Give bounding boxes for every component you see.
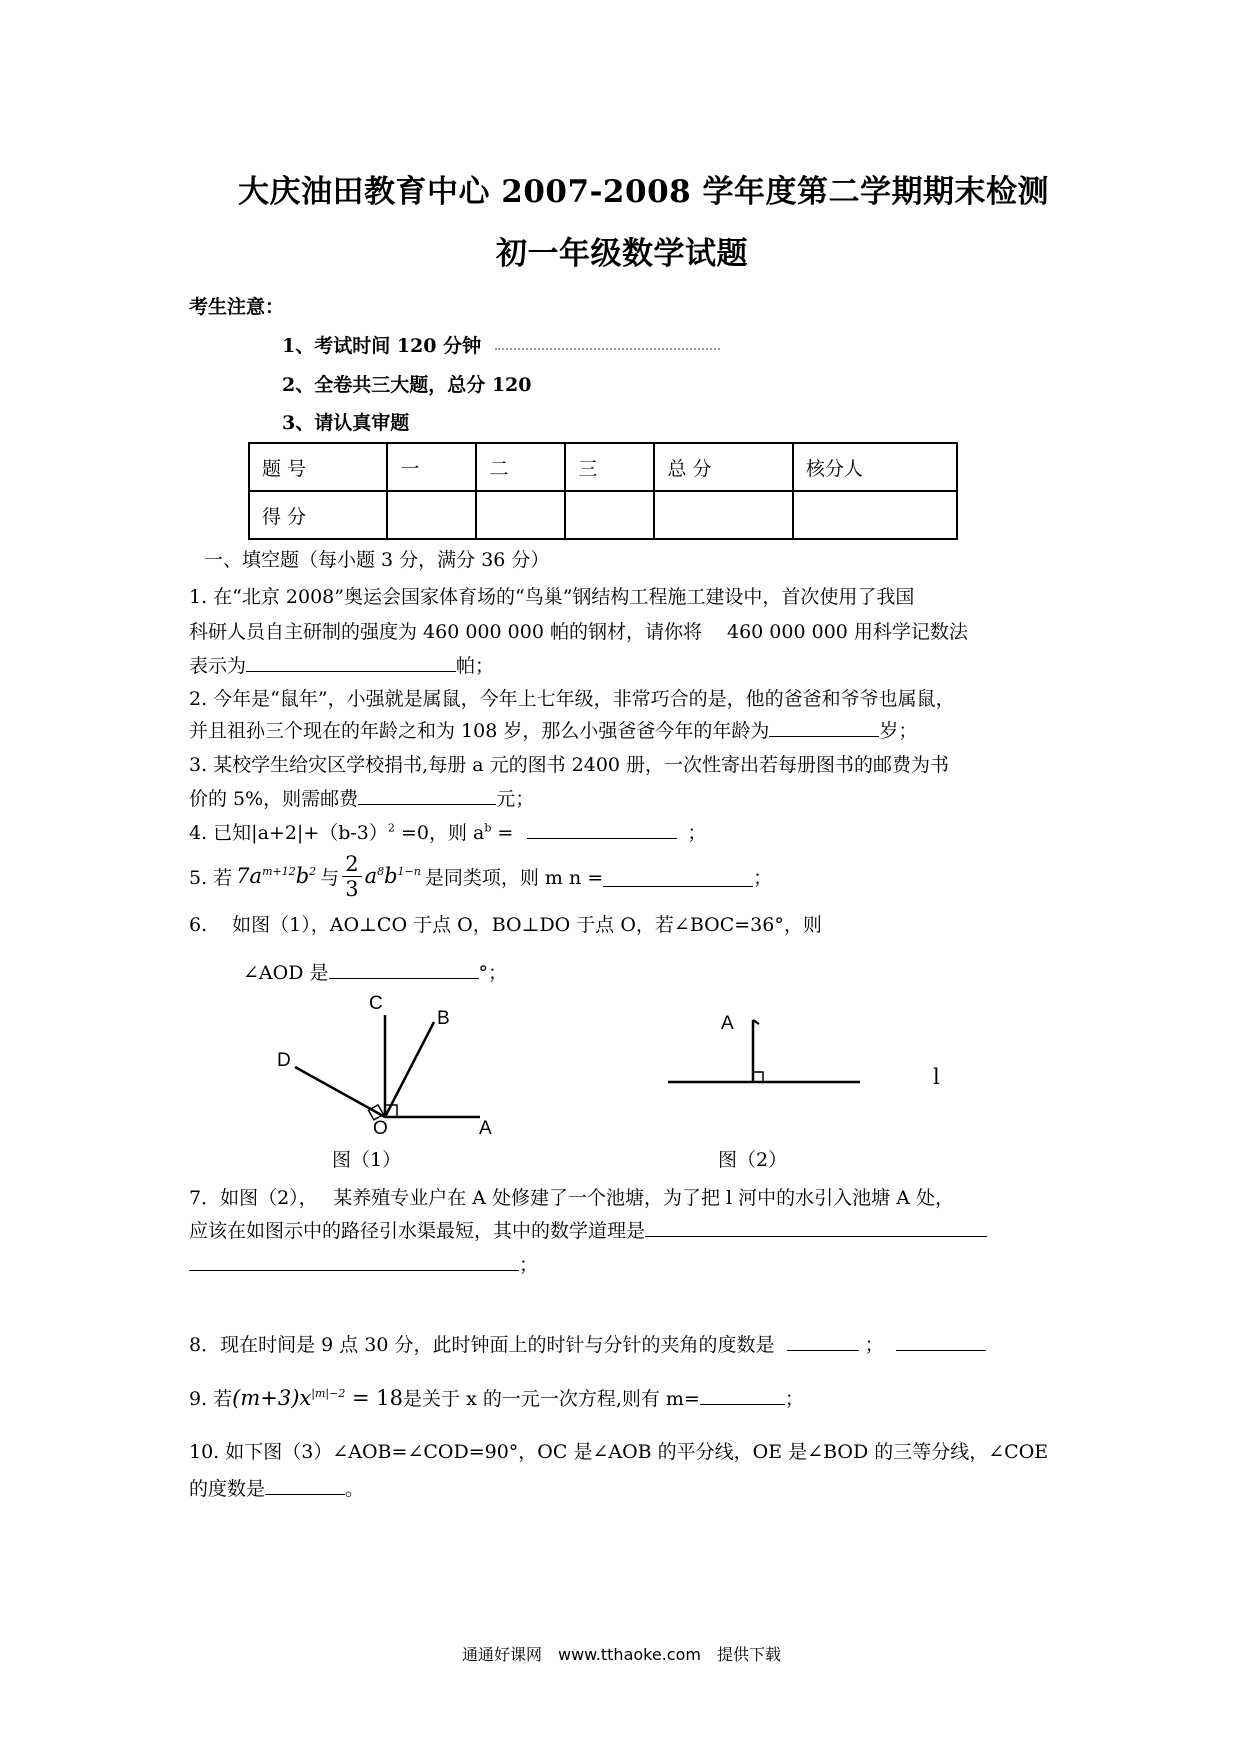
page-footer: 通通好课网 www.tthaoke.com 提供下载 [462, 1645, 781, 1664]
question-10-line-2 [189, 1474, 364, 1501]
score-cell[interactable] [565, 491, 654, 539]
question-text: 是关于 x 的一元一次方程,则有 m= [403, 1388, 700, 1410]
question-text: 并且祖孙三个现在的年龄之和为 108 岁，那么小强爸爸今年的年龄为 [189, 720, 770, 742]
question-text: 应该在如图示中的路径引水渠最短，其中的数学道理是 [189, 1220, 646, 1242]
answer-blank[interactable] [358, 784, 496, 805]
figure-1-label-o: O [373, 1118, 388, 1139]
question-7-line-2 [189, 1216, 987, 1243]
question-text: ； [519, 1254, 539, 1276]
figure-1-label-d: D [277, 1050, 291, 1071]
question-text: ； [784, 1388, 804, 1410]
question-text: °； [478, 962, 508, 984]
answer-blank[interactable] [769, 716, 879, 737]
question-2-line-2 [189, 716, 917, 743]
exponent: 2 [387, 821, 395, 835]
question-text: ； [753, 866, 773, 889]
exponent: b [484, 821, 492, 835]
answer-blank[interactable] [246, 651, 456, 672]
dotted-leader [495, 348, 720, 350]
fraction-numerator: 2 [342, 852, 361, 877]
question-5 [189, 848, 772, 904]
score-table-score-row [249, 491, 957, 539]
question-1-line-1: 1. 在“北京 2008”奥运会国家体育场的“鸟巢”钢结构工程施工建设中，首次使用了我国 [189, 586, 915, 608]
answer-blank[interactable] [896, 1330, 986, 1351]
math-term-2: $a^8b^{1-n}$ [364, 864, 421, 888]
question-text: 表示为 [189, 655, 247, 677]
score-table-header: 一 [387, 443, 476, 491]
score-table-header-row [249, 443, 957, 491]
question-text: 与 [320, 866, 340, 889]
question-3-line-1: 3. 某校学生给灾区学校捐书,每册 a 元的图书 2400 册，一次性寄出若每册图书的邮费为书 [189, 754, 950, 776]
answer-blank[interactable] [329, 958, 479, 979]
question-text: 是同类项，则 m n = [424, 866, 604, 889]
question-9 [189, 1384, 804, 1411]
score-cell[interactable] [387, 491, 476, 539]
score-table-header: 总 分 [654, 443, 792, 491]
score-table-header: 核分人 [793, 443, 957, 491]
score-cell[interactable] [476, 491, 565, 539]
question-10-line-1: 10. 如下图（3）∠AOB=∠COD=90°，OC 是∠AOB 的平分线，OE 是∠BOD 的三等分线，∠COE [189, 1441, 1049, 1463]
score-table-header: 题 号 [249, 443, 387, 491]
score-table-header: 三 [565, 443, 654, 491]
question-text: 元； [496, 788, 535, 810]
page-title: 大庆油田教育中心 2007-2008 学年度第二学期期末检测 [238, 174, 1050, 210]
question-8 [189, 1330, 986, 1357]
math-term-1: $7a^{m+12}b^2$ [236, 864, 317, 888]
question-7-line-3 [189, 1250, 538, 1277]
notice-item-2: 2、全卷共三大题，总分 120 [282, 374, 532, 396]
notice-heading: 考生注意： [189, 296, 285, 318]
ray-od [295, 1067, 385, 1117]
question-text: 9. 若 [189, 1388, 233, 1410]
score-table-header: 二 [476, 443, 565, 491]
fraction [342, 852, 361, 901]
answer-blank[interactable] [787, 1330, 859, 1351]
answer-blank[interactable] [189, 1250, 519, 1271]
question-6-line-1: 6. 如图（1），AO⊥CO 于点 O，BO⊥DO 于点 O，若∠BOC=36°，则 [189, 914, 822, 936]
figure-1-label-b: B [437, 1008, 450, 1029]
figure-1-diagram [270, 995, 510, 1140]
answer-blank[interactable] [645, 1216, 987, 1237]
figure-2-label-l: l [933, 1065, 940, 1089]
question-text: 帕； [456, 655, 495, 677]
ray-ob [385, 1022, 434, 1117]
question-text: =0，则 a [394, 822, 485, 844]
question-1-line-2: 科研人员自主研制的强度为 460 000 000 帕的钢材，请你将 460 000 000 用科学记数法 [189, 621, 968, 643]
question-text: ∠AOD 是 [243, 962, 329, 984]
fraction-denominator: 3 [345, 876, 359, 901]
question-6-line-2 [243, 958, 507, 985]
question-text: 价的 5%，则需邮费 [189, 788, 359, 810]
figure-2-label-a: A [721, 1013, 734, 1034]
math-equation: $(m+3)x^{|m|-2} = 18$ [232, 1386, 404, 1410]
question-text: 8．现在时间是 9 点 30 分，此时钟面上的时针与分针的夹角的度数是 [189, 1334, 775, 1356]
answer-blank[interactable] [700, 1384, 785, 1405]
answer-blank[interactable] [265, 1474, 345, 1495]
question-text: = [491, 822, 514, 844]
figure-1-label-a: A [479, 1118, 492, 1139]
question-text: ； [864, 1334, 884, 1356]
notice-item-1: 1、考试时间 120 分钟 [282, 335, 482, 357]
figure-1-label-c: C [369, 993, 383, 1014]
question-7-line-1: 7．如图（2）， 某养殖专业户在 A 处修建了一个池塘，为了把 l 河中的水引入池塘 A 处， [189, 1187, 954, 1209]
question-text: ； [687, 822, 707, 844]
score-cell[interactable] [793, 491, 957, 539]
page-subtitle: 初一年级数学试题 [496, 236, 748, 272]
answer-blank[interactable] [527, 818, 677, 839]
notice-item-3: 3、请认真审题 [282, 412, 410, 434]
score-table [248, 442, 958, 540]
section-heading: 一、填空题（每小题 3 分，满分 36 分） [204, 549, 550, 571]
question-text: 。 [345, 1478, 365, 1500]
question-2-line-1: 2. 今年是“鼠年”，小强就是属鼠，今年上七年级，非常巧合的是，他的爸爸和爷爷也属鼠， [189, 688, 955, 710]
figure-2-caption: 图（2） [718, 1149, 788, 1171]
question-4 [189, 818, 706, 845]
score-cell[interactable] [654, 491, 792, 539]
score-row-label: 得 分 [249, 491, 387, 539]
question-text: 4. 已知|a+2|+（b-3） [189, 822, 388, 844]
question-3-line-2 [189, 784, 534, 811]
figure-1-caption: 图（1） [332, 1149, 402, 1171]
question-text: 岁； [879, 720, 918, 742]
answer-blank[interactable] [603, 866, 753, 887]
question-text: 的度数是 [189, 1478, 266, 1500]
question-1-line-3 [189, 651, 494, 678]
figure-2-diagram [660, 1010, 870, 1090]
right-angle-mark [753, 1072, 763, 1082]
question-text: 5. 若 [189, 866, 233, 889]
